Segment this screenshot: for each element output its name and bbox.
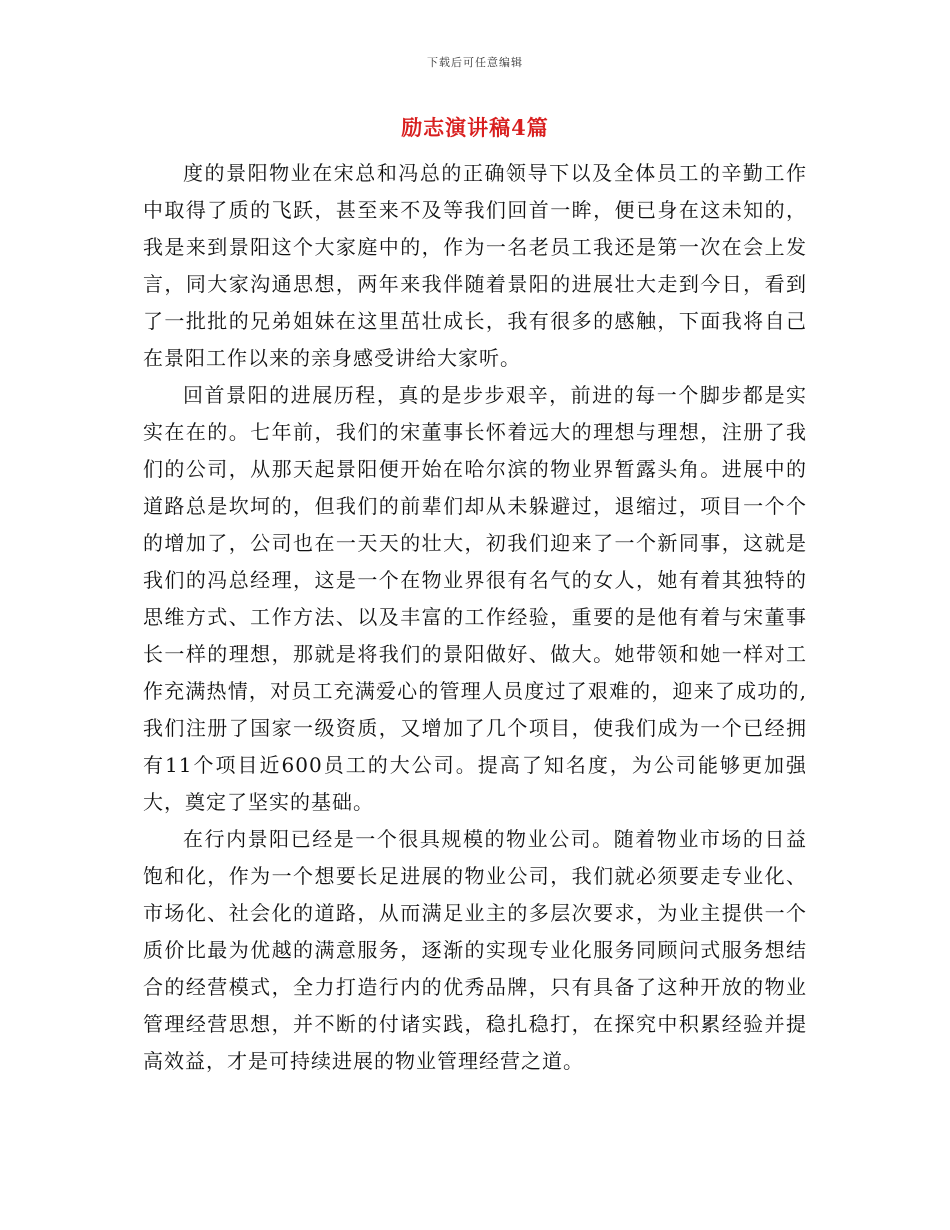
paragraph-1: 度的景阳物业在宋总和冯总的正确领导下以及全体员工的辛勤工作中取得了质的飞跃，甚至来不及等我们回首一眸，便已身在这未知的，我是来到景阳这个大家庭中的，作为一名老员工我还是第一次在会上发言，同大家沟通思想，两年来我伴随着景阳的进展壮大走到今日，看到了一批批的兄弟姐妹在这里茁壮成长，我有很多的感触，下面我将自己在景阳工作以来的亲身感受讲给大家听。 (143, 161, 807, 370)
document-title: 励志演讲稿4篇 (401, 115, 549, 140)
paragraph-3: 在行内景阳已经是一个很具规模的物业公司。随着物业市场的日益饱和化，作为一个想要长足进展的物业公司，我们就必须要走专业化、市场化、社会化的道路，从而满足业主的多层次要求，为业主提供一个质价比最为优越的满意服务，逐渐的实现专业化服务同顾问式服务想结合的经营模式，全力打造行内的优秀品牌，只有具备了这种开放的物业管理经营思想，并不断的付诸实践，稳扎稳打，在探究中积累经验并提高效益，才是可持续进展的物业管理经营之道。 (143, 827, 807, 1073)
paragraph-2: 回首景阳的进展历程，真的是步步艰辛，前进的每一个脚步都是实实在在的。七年前，我们的宋董事长怀着远大的理想与理想，注册了我们的公司，从那天起景阳便开始在哈尔滨的物业界暂露头角。进展中的道路总是坎坷的，但我们的前辈们却从未躲避过，退缩过，项目一个个的增加了，公司也在一天天的壮大，初我们迎来了一个新同事，这就是我们的冯总经理，这是一个在物业界很有名气的女人，她有着其独特的思维方式、工作方法、以及丰富的工作经验，重要的是他有着与宋董事长一样的理想，那就是将我们的景阳做好、做大。她带领和她一样对工作充满热情，对员工充满爱心的管理人员度过了艰难的，迎来了成功的,我们注册了国家一级资质，又增加了几个项目，使我们成为一个已经拥有11个项目近600员工的大公司。提高了知名度，为公司能够更加强大，奠定了坚实的基础。 (143, 383, 807, 814)
page-header-note: 下载后可任意编辑 (427, 56, 523, 69)
document-body (143, 155, 807, 1080)
